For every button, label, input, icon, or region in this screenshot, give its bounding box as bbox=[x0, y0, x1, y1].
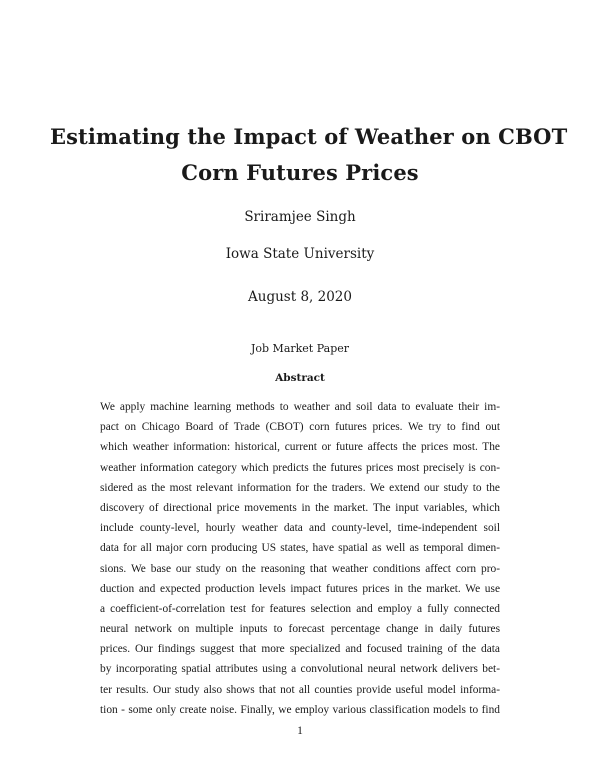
page-number: 1 bbox=[297, 725, 303, 737]
abstract-line: by incorporating spatial attributes using a convolutional neural network delivers bet- bbox=[100, 663, 500, 676]
abstract-line: pact on Chicago Board of Trade (CBOT) corn futures prices. We try to find out bbox=[100, 421, 500, 434]
abstract-body bbox=[100, 397, 500, 720]
abstract-line: include county-level, hourly weather data and county-level, time-independent soil bbox=[100, 522, 500, 535]
paper-title-line-1: Estimating the Impact of Weather on CBOT bbox=[50, 124, 568, 149]
abstract-heading: Abstract bbox=[275, 372, 325, 384]
abstract-line: tion - some only create noise. Finally, we employ various classification models to find bbox=[100, 703, 500, 716]
abstract-line: prices. Our findings suggest that more specialized and focused training of the data bbox=[100, 643, 500, 656]
publication-date: August 8, 2020 bbox=[248, 289, 352, 305]
abstract-line: weather information category which predicts the futures prices most precisely is con- bbox=[100, 461, 500, 474]
author-affiliation: Iowa State University bbox=[225, 246, 375, 262]
abstract-line: sions. We base our study on the reasoning that weather conditions affect corn pro- bbox=[100, 562, 500, 575]
abstract-line: which weather information: historical, current or future affects the prices most. The bbox=[100, 441, 500, 454]
abstract-line: data for all major corn producing US states, have spatial as well as temporal dimen- bbox=[100, 542, 500, 555]
abstract-line: a coefficient-of-correlation test for features selection and employ a fully connected bbox=[100, 602, 500, 615]
abstract-line: sidered as the most relevant information for the traders. We extend our study to the bbox=[100, 481, 500, 494]
abstract-line: duction and expected production levels impact futures prices in the market. We use bbox=[100, 582, 500, 595]
abstract-line: ter results. Our study also shows that not all counties provide useful model informa- bbox=[100, 683, 500, 696]
abstract-line: discovery of directional price movements in the market. The input variables, which bbox=[100, 501, 500, 514]
abstract-line: neural network on multiple inputs to forecast percentage change in daily futures bbox=[100, 623, 500, 636]
author-name: Sriramjee Singh bbox=[244, 209, 356, 225]
abstract-line: We apply machine learning methods to weather and soil data to evaluate their im- bbox=[100, 401, 500, 413]
paper-note: Job Market Paper bbox=[250, 342, 350, 355]
paper-title-line-2: Corn Futures Prices bbox=[181, 160, 419, 185]
